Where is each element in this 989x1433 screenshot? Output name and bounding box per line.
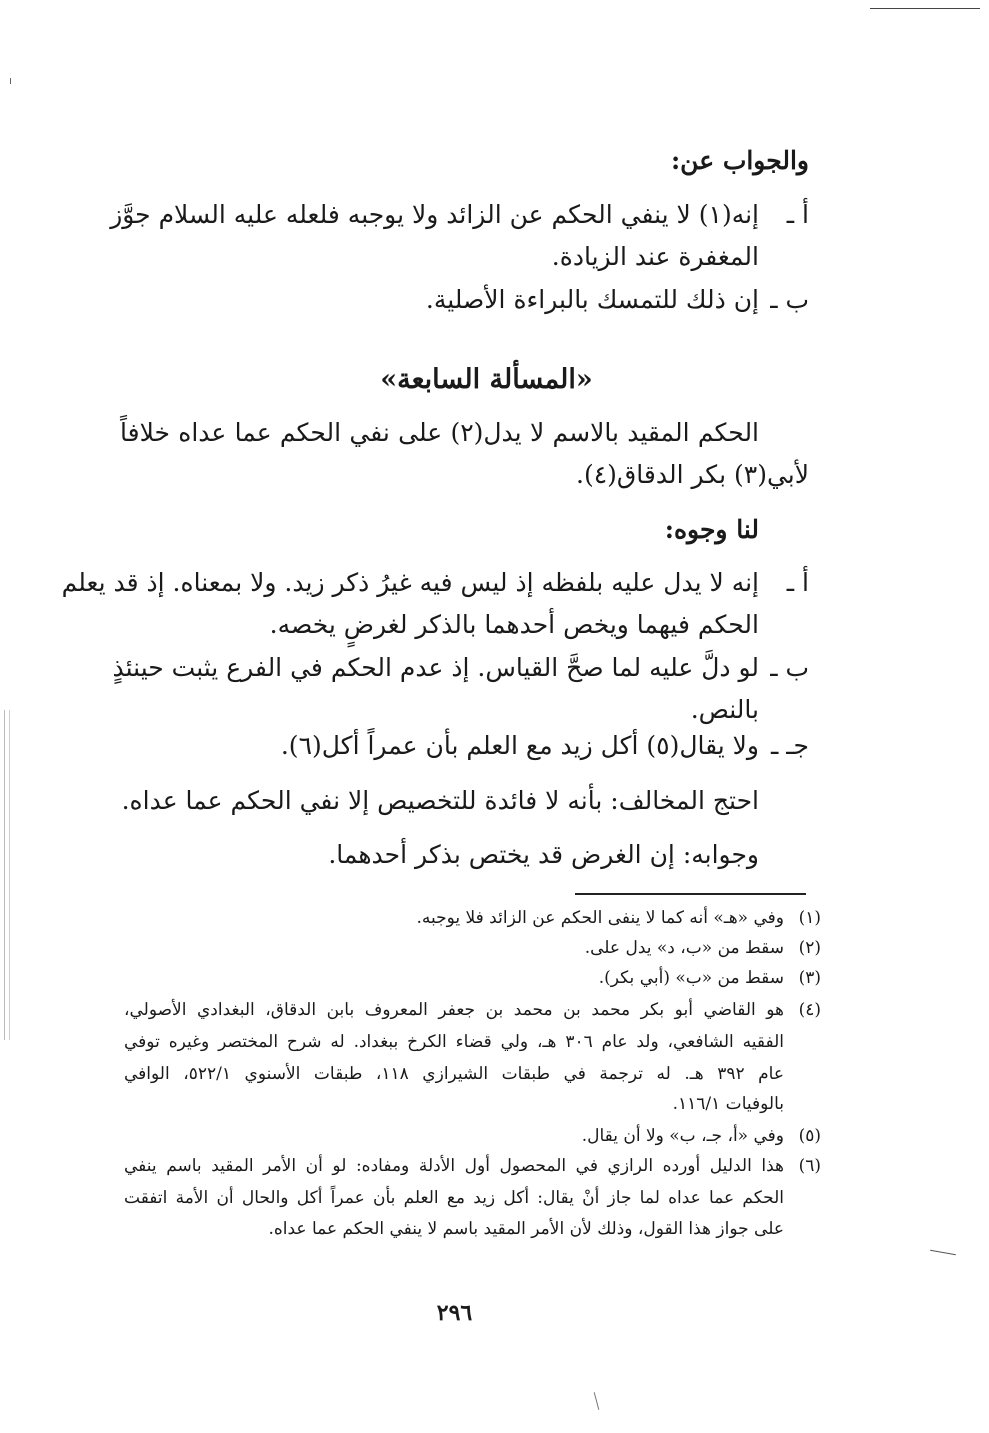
para1-line-1: الحكم المقيد بالاسم لا يدل(٢) على نفي الحكم عما عداه خلافاً [120,418,760,447]
footnote-4-line-4: بالوفيات ١١٦/١. [672,1094,784,1114]
answer-a-label: أ ـ [786,200,809,229]
footnote-separator [575,893,806,895]
footnote-1-number: (١) [798,908,821,928]
reasons-heading: لنا وجوه: [664,515,759,544]
reason-b-line-1: لو دلَّ عليه لما صحَّ القياس. إذ عدم الحكم في الفرع يثبت حينئذٍ [112,653,759,682]
reply-line: وجوابه: إن الغرض قد يختص بذكر أحدهما. [328,840,759,869]
scan-artifact-right-mark [930,1250,956,1255]
footnote-6-line-3: على جواز هذا القول، وذلك لأن الأمر المقيد باسم لا ينفي الحكم عما عداه. [268,1219,784,1239]
scan-artifact-bottom-mark [594,1392,600,1410]
reason-c-label: جـ ـ [770,731,809,760]
reason-c-line-1: ولا يقال(٥) أكل زيد مع العلم بأن عمراً أكل(٦). [280,731,759,760]
para1-line-2: لأبي(٣) بكر الدقاق(٤). [576,460,809,489]
scan-artifact-left-mark [10,78,11,84]
footnote-6-number: (٦) [798,1156,821,1176]
footnote-6-line-1: هذا الدليل أورده الرازي في المحصول أول الأدلة ومفاده: لو أن الأمر المقيد باسم ينفي [124,1156,784,1176]
footnote-4-number: (٤) [798,1000,821,1020]
section-title-text: «المسألة السابعة» [380,364,593,395]
footnote-3-text: سقط من «ب» (أبي بكر). [598,968,784,988]
footnote-2-number: (٢) [798,938,821,958]
footnote-1-text: وفي «هـ» أنه كما لا ينفى الحكم عن الزائد فلا يوجبه. [416,908,784,928]
opponent-argument: احتج المخالف: بأنه لا فائدة للتخصيص إلا نفي الحكم عما عداه. [121,786,759,815]
answer-a-line-1: إنه(١) لا ينفي الحكم عن الزائد ولا يوجبه فلعله عليه السلام جوَّز [110,200,759,229]
scan-artifact-top-line [870,8,980,9]
footnote-4-line-3: عام ٣٩٢ هـ. له ترجمة في طبقات الشيرازي ١١٨، طبقات الأسنوي ٥٢٢/١، الوافي [124,1064,784,1084]
scan-gutter-lines [4,710,10,1040]
footnote-4-line-1: هو القاضي أبو بكر محمد بن محمد بن جعفر المعروف بابن الدقاق، البغدادي الأصولي، [124,1000,784,1020]
footnote-5-number: (٥) [798,1126,821,1146]
answer-heading: والجواب عن: [670,146,809,175]
reason-a-label: أ ـ [786,568,809,597]
answer-b-label: ب ـ [770,285,809,314]
footnote-2-text: سقط من «ب، د» يدل على. [584,938,784,958]
reason-a-line-1: إنه لا يدل عليه بلفظه إذ ليس فيه غيرُ ذكر زيد. ولا بمعناه. إذ قد يعلم [61,568,759,597]
footnote-3-number: (٣) [798,968,821,988]
page-number-text: ٢٩٦ [436,1300,473,1326]
section-title [0,364,989,395]
reason-a-line-2: الحكم فيهما ويخص أحدهما بالذكر لغرضٍ يخصه. [269,610,759,639]
answer-b-line-1: إن ذلك للتمسك بالبراءة الأصلية. [425,285,759,314]
page-number [0,1300,989,1326]
footnote-6-line-2: الحكم عما عداه لما جاز أنْ يقال: أكل زيد مع العلم بأن عمراً أكل والحال أن الأمة اتفقت [124,1188,784,1208]
reason-b-label: ب ـ [770,653,809,682]
answer-a-line-2: المغفرة عند الزيادة. [551,242,759,271]
footnote-4-line-2: الفقيه الشافعي، ولد عام ٣٠٦ هـ، ولي قضاء الكرخ ببغداد. له شرح المختصر وغيره توفي [124,1032,784,1052]
footnote-5-text: وفي «أ، جـ، ب» ولا أن يقال. [581,1126,784,1146]
reason-b-line-2: بالنص. [690,695,759,724]
